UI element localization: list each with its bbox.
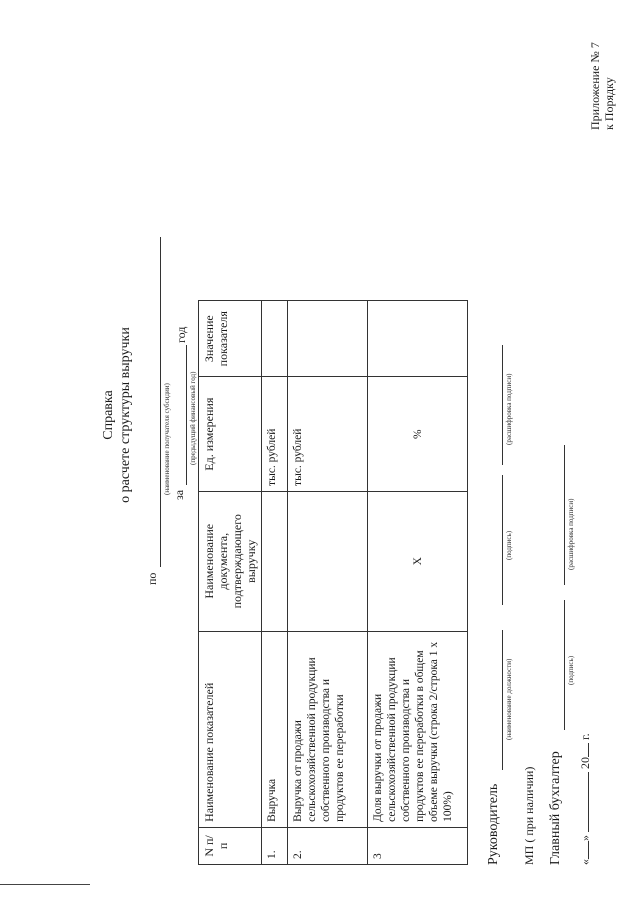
accountant-sign-caption: (подпись) xyxy=(567,655,575,685)
row3-unit: % xyxy=(368,377,468,492)
accountant-label: Главный бухгалтер xyxy=(548,751,563,865)
date-day-blank xyxy=(588,841,589,859)
row1-value xyxy=(262,301,288,377)
row1-doc xyxy=(262,491,288,631)
row3-num: 3 xyxy=(368,827,468,864)
date-suffix: г. xyxy=(578,733,592,740)
head-sign-caption: (подпись) xyxy=(505,530,513,560)
row1-name: Выручка xyxy=(262,631,288,827)
period-caption: (предыдущий финансовый год) xyxy=(189,371,197,465)
document-title xyxy=(100,327,134,503)
scan-edge-line xyxy=(0,884,90,885)
recipient-caption: (наименование получателя субсидии) xyxy=(163,383,171,495)
header-value: Значение показателя xyxy=(199,301,262,377)
appendix-line1: Приложение № 7 xyxy=(588,42,602,130)
table-row xyxy=(288,301,368,865)
recipient-prefix: по xyxy=(145,572,159,585)
appendix-note xyxy=(588,42,616,130)
header-name: Наименование показателей xyxy=(199,631,262,827)
accountant-sign-line xyxy=(564,600,565,730)
recipient-line xyxy=(160,237,161,567)
accountant-decode-line xyxy=(564,445,565,585)
revenue-structure-table xyxy=(198,300,468,865)
row3-value xyxy=(368,301,468,377)
period-line xyxy=(186,345,187,485)
period-suffix: год xyxy=(174,326,188,343)
row2-unit: тыс. рублей xyxy=(288,377,368,492)
date-close-quote: » xyxy=(578,835,592,841)
title-line2: о расчете структуры выручки xyxy=(118,327,133,503)
row1-unit: тыс. рублей xyxy=(262,377,288,492)
accountant-decode-caption: (расшифровка подписи) xyxy=(567,498,575,570)
date-year-prefix: 20 xyxy=(578,757,592,769)
head-decode-line xyxy=(502,345,503,465)
title-line1: Справка xyxy=(101,390,116,440)
head-sign-line xyxy=(502,475,503,605)
date-open-quote: « xyxy=(578,859,592,865)
head-decode-caption: (расшифровка подписи) xyxy=(505,373,513,445)
head-label: Руководитель xyxy=(486,783,501,865)
row3-doc: Х xyxy=(368,491,468,631)
table-row xyxy=(368,301,468,865)
row2-name: Выручка от продажи сельскохозяйственной продукции собственного производства и продуктов ее переработки xyxy=(288,631,368,827)
date-month-blank xyxy=(588,772,589,832)
row2-doc xyxy=(288,491,368,631)
header-unit: Ед. измерения xyxy=(199,377,262,492)
stamp-label: МП ( при наличии) xyxy=(522,766,536,865)
row3-name: Доля выручки от продажи сельскохозяйственной продукции собственного производства и продуктов ее переработки в общем объеме выручки (строка 2/строка 1 х 100%) xyxy=(368,631,468,827)
table-header-row xyxy=(199,301,262,865)
header-doc: Наименование документа, подтверждающего выручку xyxy=(199,491,262,631)
table-row xyxy=(262,301,288,865)
date-year-blank xyxy=(588,743,589,757)
appendix-line2: к Порядку xyxy=(602,77,616,130)
head-position-line xyxy=(502,630,503,770)
row1-num: 1. xyxy=(262,827,288,864)
header-num: N п/п xyxy=(199,827,262,864)
row2-num: 2. xyxy=(288,827,368,864)
date-field xyxy=(578,733,593,865)
period-prefix: за xyxy=(172,489,186,500)
head-position-caption: (наименование должности) xyxy=(505,658,513,740)
row2-value xyxy=(288,301,368,377)
